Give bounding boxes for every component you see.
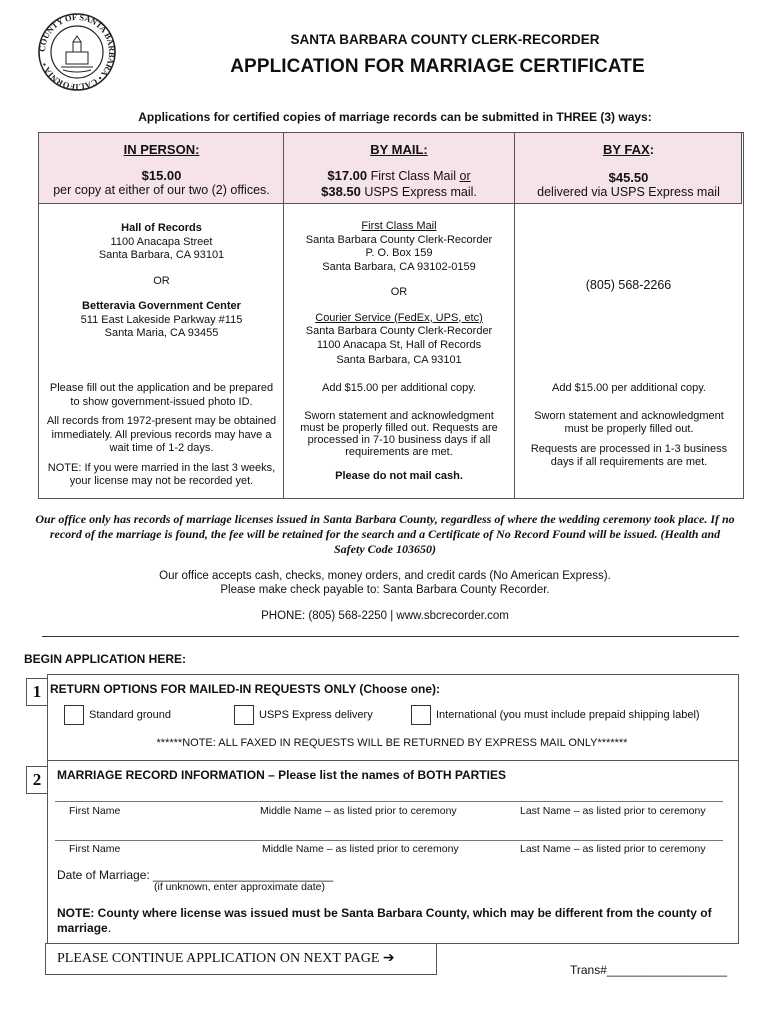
by-fax-note2: Sworn statement and acknowledgment must be properly filled out. [534,409,724,435]
svg-text:COUNTY OF SANTA BARBARA • CALI: COUNTY OF SANTA BARBARA • CALIFORNIA • [37,12,117,92]
contact-info: PHONE: (805) 568-2250 | www.sbcrecorder.com [261,610,509,622]
by-fax-header [515,143,742,200]
office1-line1: 1100 Anacapa Street [110,235,213,248]
office2-line2: Santa Maria, CA 93455 [104,327,219,339]
usps-express-label: USPS Express delivery [259,709,373,721]
section2-number: 2 [26,766,48,794]
section1-number: 1 [26,678,48,706]
by-mail-heading: BY MAIL: [370,142,428,157]
by-mail-price2-row: $38.50 USPS Express mail. [321,184,477,199]
in-person-price: $15.00 [141,167,182,183]
by-fax-note3: Requests are processed in 1-3 business days if all requirements are met. [530,442,728,468]
agency-name: SANTA BARBARA COUNTY CLERK-RECORDER [290,32,600,47]
in-person-header [40,143,283,198]
international-checkbox[interactable] [411,705,431,725]
by-fax-price: $45.50 [608,169,649,185]
party2-first-name-label: First Name [69,843,121,855]
address-line: P. O. Box 159 [365,247,433,259]
in-person-note2: All records from 1972-present may be obtained immediately. All previous records may have a wait time of 1-2 days. [46,415,277,454]
trans-number-field: Trans#__________________ [570,963,728,977]
party2-name-line[interactable] [55,840,723,841]
by-mail-addresses [284,220,514,368]
party1-middle-name-label: Middle Name – as listed prior to ceremony [260,805,457,817]
address-line: Santa Barbara, CA 93101 [336,354,462,366]
usps-express-checkbox[interactable] [234,705,254,725]
begin-application-label: BEGIN APPLICATION HERE: [24,652,187,666]
by-mail-notes [298,382,500,483]
continue-next-page: PLEASE CONTINUE APPLICATION ON NEXT PAGE ➔ [45,943,437,975]
section1-title: RETURN OPTIONS FOR MAILED-IN REQUESTS ONLY (Choose one): [50,682,441,696]
office1-name: Hall of Records [121,222,202,234]
office2-name: Betteravia Government Center [82,300,241,312]
in-person-offices [40,222,283,341]
party1-last-name-label: Last Name – as listed prior to ceremony [520,805,706,817]
address-line: Santa Barbara County Clerk-Recorder [305,325,493,337]
first-class-label: First Class Mail [361,220,437,232]
by-mail-header [284,143,514,200]
by-mail-note2: Sworn statement and acknowledgment must be properly filled out. Requests are processed in 7-10 business days if all requirements are met. [300,409,498,458]
party1-first-name-label: First Name [69,805,121,817]
international-label: International (you must include prepaid shipping label) [436,709,700,721]
section2-title: MARRIAGE RECORD INFORMATION – Please list the names of BOTH PARTIES [57,768,506,782]
date-hint: (if unknown, enter approximate date) [154,881,326,893]
payment-methods: Our office accepts cash, checks, money orders, and credit cards (No American Express). [159,570,611,582]
by-mail-price1-row: $17.00 First Class Mail or [327,167,471,183]
section-divider [42,636,739,637]
standard-ground-checkbox[interactable] [64,705,84,725]
address-line: Santa Barbara County Clerk-Recorder [305,233,493,246]
or-text: OR [390,286,408,298]
in-person-note1: Please fill out the application and be prepared to show government-issued photo ID. [49,382,274,408]
fax-phone: (805) 568-2266 [585,278,672,292]
by-mail-note1: Add $15.00 per additional copy. [322,382,476,394]
fax-return-note: ******NOTE: ALL FAXED IN REQUESTS WILL BE RETURNED BY EXPRESS MAIL ONLY******* [156,737,628,749]
standard-ground-label: Standard ground [89,709,171,721]
records-policy-note: Our office only has records of marriage licenses issued in Santa Barbara County, regardless of where the wedding ceremony took place. If no record of the marriage is found, the fee will be retained for the search and a Certificate of No Record Found will be issued. (Health and Safety Code 103650) [35,512,735,556]
payment-payable: Please make check payable to: Santa Barbara County Recorder. [220,584,550,596]
office2-line1: 511 East Lakeside Parkway #115 [80,313,243,326]
by-fax-heading: BY FAX: [602,142,655,157]
arrow-right-icon: ➔ [382,951,395,966]
address-line: Santa Barbara, CA 93102-0159 [322,260,476,273]
courier-label: Courier Service (FedEx, UPS, etc) [315,311,483,324]
by-fax-note1: Add $15.00 per additional copy. [552,382,706,394]
page-title: APPLICATION FOR MARRIAGE CERTIFICATE [230,56,645,77]
in-person-heading: IN PERSON: [123,142,200,157]
or-text: OR [153,274,170,287]
date-of-marriage-field[interactable]: Date of Marriage: ___________________________ [57,868,334,882]
party1-name-line[interactable] [55,801,723,802]
office1-line2: Santa Barbara, CA 93101 [98,249,225,261]
county-note: NOTE: County where license was issued must be Santa Barbara County, which may be different from the county of marriage. [57,906,712,935]
by-fax-notes [524,382,734,470]
by-mail-note3: Please do not mail cash. [335,469,463,482]
address-line: 1100 Anacapa St, Hall of Records [316,338,482,351]
fax-number [515,279,742,293]
intro-text: Applications for certified copies of marriage records can be submitted in THREE (3) ways: [138,110,652,124]
in-person-notes [44,382,279,489]
in-person-price-note: per copy at either of our two (2) offices. [53,183,270,197]
party2-middle-name-label: Middle Name – as listed prior to ceremony [262,843,459,855]
county-seal-logo [37,12,117,92]
in-person-note3: NOTE: If you were married in the last 3 weeks, your license may not be recorded yet. [47,461,276,487]
party2-last-name-label: Last Name – as listed prior to ceremony [520,843,706,855]
by-fax-price-note: delivered via USPS Express mail [537,185,720,199]
